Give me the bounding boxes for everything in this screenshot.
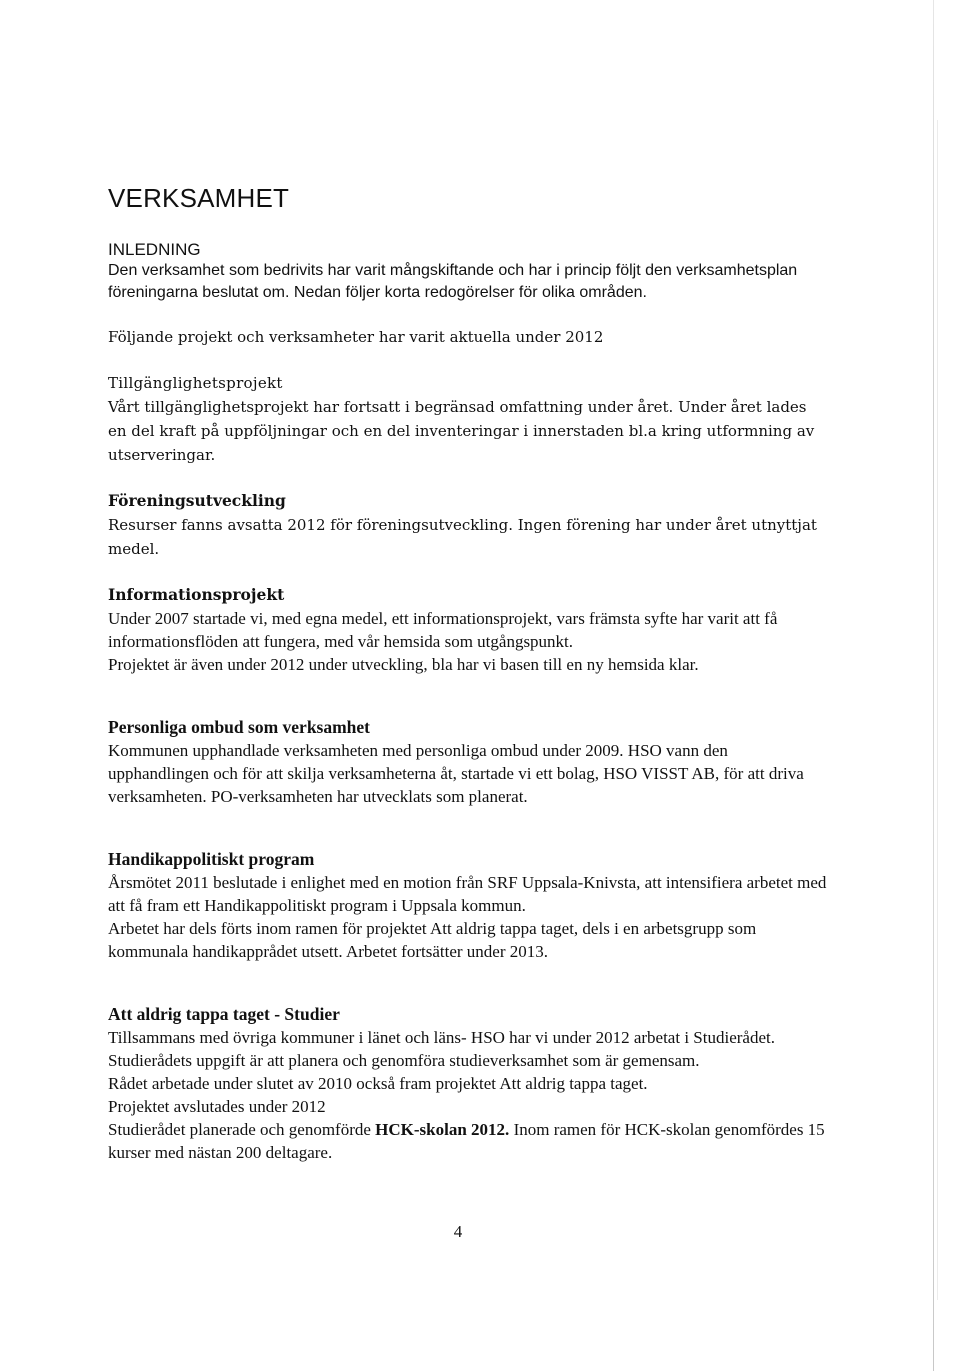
spacer <box>108 808 828 848</box>
section-disability-policy <box>108 848 828 963</box>
studies-line-5-start: Studierådet planerade och genomförde <box>108 1120 376 1139</box>
studies-line-5-bold: HCK-skolan 2012. <box>375 1120 510 1139</box>
accessibility-paragraph: Vårt tillgänglighetsprojekt har fortsatt i begränsad omfattning under året. Under året lades en del kraft på uppföljningar och en del inventeringar i innerstaden bl.a kring utformning av utserveringar. <box>108 398 815 464</box>
disability-policy-paragraph-1: Årsmötet 2011 beslutade i enlighet med en motion från SRF Uppsala-Knivsta, att intensifiera arbetet med att få fram ett Handikappolitiskt program i Uppsala kommun. <box>108 873 827 915</box>
personal-ombud-heading: Personliga ombud som verksamhet <box>108 717 371 737</box>
spacer <box>108 349 828 371</box>
section-studies <box>108 1003 828 1164</box>
disability-policy-heading: Handikappolitiskt program <box>108 849 315 869</box>
section-intro <box>108 239 828 303</box>
information-project-heading: Informationsprojekt <box>108 585 285 604</box>
section-association-development <box>108 489 828 561</box>
information-project-paragraph-2: Projektet är även under 2012 under utveckling, bla har vi basen till en ny hemsida klar. <box>108 655 699 674</box>
association-development-heading: Föreningsutveckling <box>108 491 286 510</box>
intro-heading: INLEDNING <box>108 240 201 259</box>
section-personal-ombud <box>108 716 828 808</box>
scan-edge-line-faint <box>937 120 938 1300</box>
projects-heading: Följande projekt och verksamheter har varit aktuella under 2012 <box>108 328 604 346</box>
studies-line-2: Studierådets uppgift är att planera och genomföra studieverksamhet som är gemensam. <box>108 1051 700 1070</box>
studies-line-5 <box>108 1118 828 1164</box>
studies-line-4: Projektet avslutades under 2012 <box>108 1097 326 1116</box>
spacer <box>108 963 828 1003</box>
intro-paragraph: Den verksamhet som bedrivits har varit mångskiftande och har i princip följt den verksamhetsplan föreningarna beslutat om. Nedan följer korta redogörelser för olika områden. <box>108 262 798 301</box>
association-development-paragraph: Resurser fanns avsatta 2012 för föreningsutveckling. Ingen förening har under året utnyttjat medel. <box>108 516 817 558</box>
studies-line-1: Tillsammans med övriga kommuner i länet och läns- HSO har vi under 2012 arbetat i Studierådet. <box>108 1028 775 1047</box>
scan-edge-line <box>933 0 934 1371</box>
section-information-project <box>108 583 828 676</box>
spacer <box>108 676 828 716</box>
information-project-paragraph-1: Under 2007 startade vi, med egna medel, ett informationsprojekt, vars främsta syfte har varit att få informationsflöden att fungera, med vår hemsida som utgångspunkt. <box>108 609 778 651</box>
section-accessibility <box>108 371 828 467</box>
page-number: 4 <box>453 1222 463 1241</box>
studies-line-5-end: Inom ramen för HCK-skolan genomfördes 15 kurser med nästan 200 deltagare. <box>108 1120 825 1162</box>
personal-ombud-paragraph: Kommunen upphandlade verksamheten med personliga ombud under 2009. HSO vann den upphandlingen och för att skilja verksamheterna åt, startade vi ett bolag, HSO VISST AB, för att driva verksamheten. PO-verksamheten har utvecklats som planerat. <box>108 741 804 806</box>
spacer <box>108 303 828 325</box>
studies-line-3: Rådet arbetade under slutet av 2010 också fram projektet Att aldrig tappa taget. <box>108 1074 648 1093</box>
disability-policy-paragraph-2: Arbetet har dels förts inom ramen för projektet Att aldrig tappa taget, dels i en arbetsgrupp som kommunala handikapprådet utsett. Arbetet fortsätter under 2013. <box>108 919 757 961</box>
accessibility-heading: Tillgänglighetsprojekt <box>108 374 283 392</box>
spacer <box>108 561 828 583</box>
document-body <box>108 183 828 1164</box>
spacer <box>108 467 828 489</box>
studies-heading: Att aldrig tappa taget - Studier <box>108 1004 340 1024</box>
document-title: VERKSAMHET <box>108 183 290 213</box>
